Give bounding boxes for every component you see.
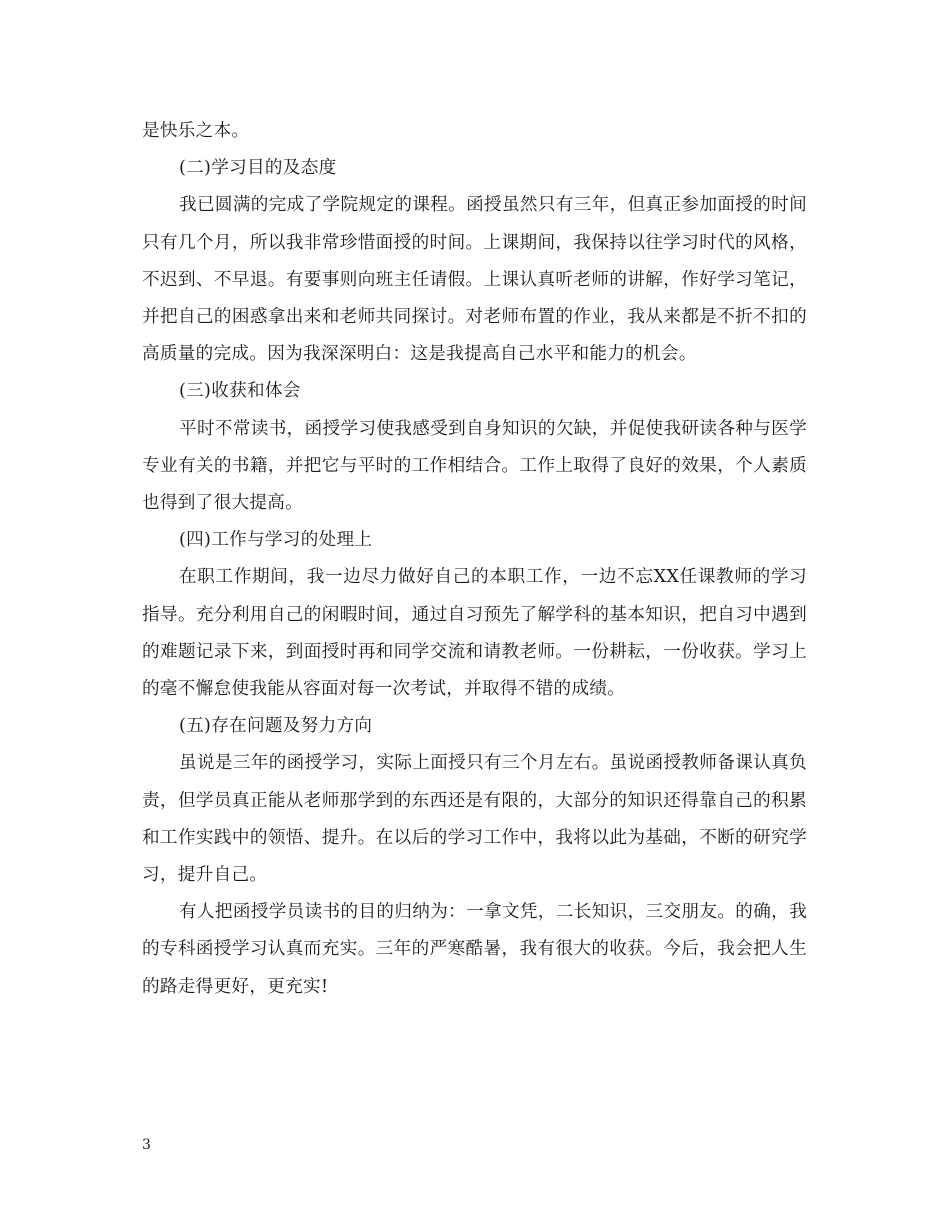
section-heading-gains: (三)收获和体会 [179,381,301,402]
paragraph-problems: 虽说是三年的函授学习，实际上面授只有三个月左右。虽说函授教师备课认真负责，但学员真正能从老师那学到的东西还是有限的，大部分的知识还得靠自己的积累和工作实践中的领悟、提升。在以后的学习工作中，我将以此为基础，不断的研究学习，提升自己。 [142,753,807,886]
paragraph-conclusion: 有人把函授学员读书的目的归纳为：一拿文凭，二长知识，三交朋友。的确，我的专科函授学习认真而充实。三年的严寒酷暑，我有很大的收获。今后，我会把人生的路走得更好，更充实! [142,902,807,997]
paragraph-continuation: 是快乐之本。 [142,121,250,141]
section-heading-study-purpose: (二)学习目的及态度 [179,158,337,179]
page-number: 3 [142,1137,151,1153]
paragraph-work-study: 在职工作期间，我一边尽力做好自己的本职工作，一边不忘XX任课教师的学习指导。充分利用自己的闲暇时间，通过自习预先了解学科的基本知识，把自习中遇到的难题记录下来，到面授时再和同学交流和请教老师。一份耕耘，一份收获。学习上的毫不懈怠使我能从容面对每一次考试，并取得不错的成绩。 [142,567,807,700]
section-heading-problems: (五)存在问题及努力方向 [179,716,373,737]
section-heading-work-study: (四)工作与学习的处理上 [179,530,373,551]
paragraph-gains: 平时不常读书，函授学习使我感受到自身知识的欠缺，并促使我研读各种与医学专业有关的书籍，并把它与平时的工作相结合。工作上取得了良好的效果，个人素质也得到了很大提高。 [142,418,807,514]
document-body [142,113,807,1006]
paragraph-study-attitude: 我已圆满的完成了学院规定的课程。函授虽然只有三年，但真正参加面授的时间只有几个月，所以我非常珍惜面授的时间。上课期间，我保持以往学习时代的风格，不迟到、不早退。有要事则向班主任请假。上课认真听老师的讲解，作好学习笔记，并把自己的困惑拿出来和老师共同探讨。对老师布置的作业，我从来都是不折不扣的高质量的完成。因为我深深明白：这是我提高自己水平和能力的机会。 [142,195,807,365]
